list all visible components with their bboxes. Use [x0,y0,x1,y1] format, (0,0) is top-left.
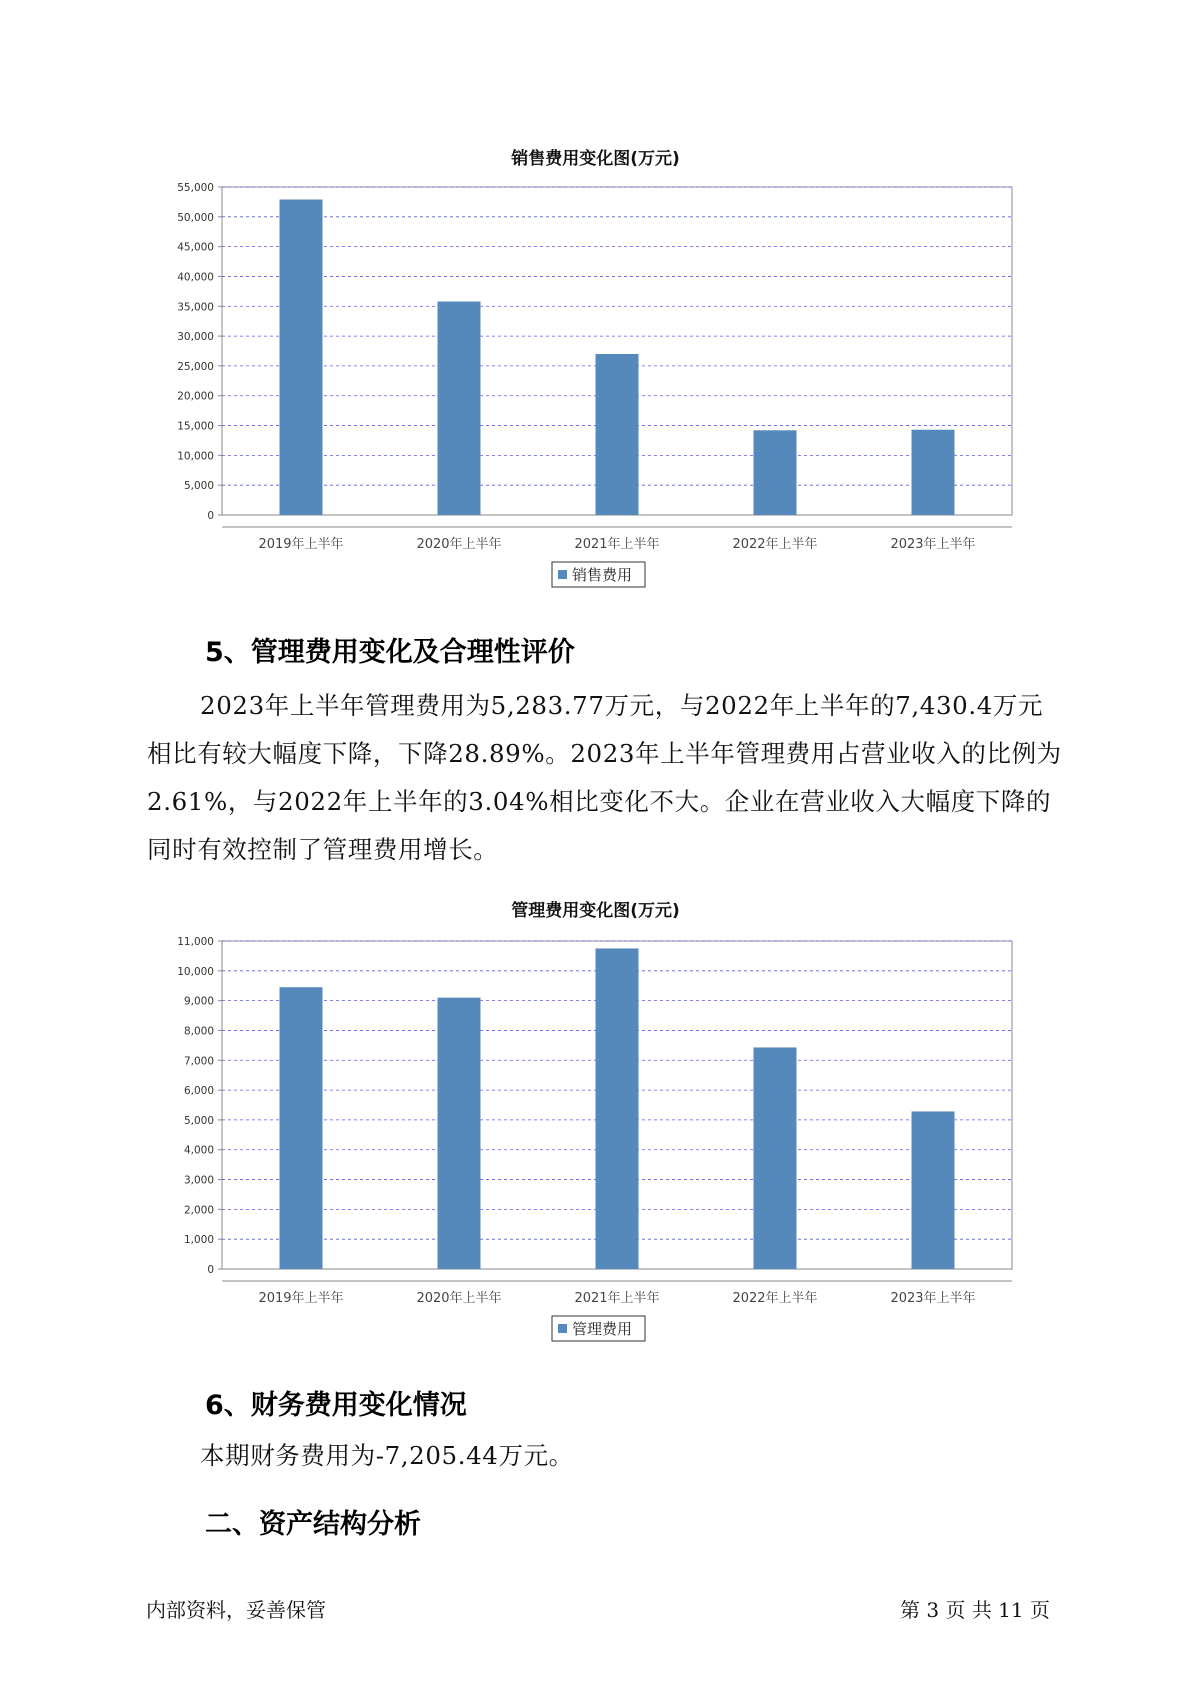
chart-title-sales: 销售费用变化图(万元) [511,149,680,169]
admin-expense-chart [0,924,1191,1344]
y-tick-label: 0 [207,1264,214,1276]
bar [280,987,323,1269]
x-tick-label: 2020年上半年 [416,537,502,552]
footer-left: 内部资料，妥善保管 [146,1598,326,1622]
y-tick-label: 55,000 [177,182,214,194]
bar [438,998,481,1269]
x-tick-label: 2021年上半年 [574,537,660,552]
y-tick-label: 30,000 [177,331,214,344]
y-tick-label: 1,000 [183,1234,214,1247]
bar [438,302,481,515]
section-6-heading: 6、财务费用变化情况 [205,1390,467,1421]
x-tick-label: 2023年上半年 [890,537,976,552]
bar [912,430,955,515]
y-tick-label: 10,000 [177,450,214,463]
y-tick-label: 20,000 [177,390,214,403]
y-tick-label: 6,000 [183,1085,214,1098]
bar [912,1111,955,1269]
y-tick-label: 40,000 [177,271,214,284]
x-tick-label: 2023年上半年 [890,1291,976,1306]
legend-label: 销售费用 [572,566,633,584]
x-tick-label: 2020年上半年 [416,1291,502,1306]
y-tick-label: 0 [207,510,214,522]
chart-title-admin: 管理费用变化图(万元) [511,901,680,921]
section-6-text: 本期财务费用为-7,205.44万元。 [200,1441,574,1470]
bar [754,1047,797,1269]
x-tick-label: 2019年上半年 [258,537,344,552]
y-tick-label: 50,000 [177,211,214,224]
y-tick-label: 11,000 [177,936,214,948]
y-tick-label: 9,000 [183,995,214,1008]
y-tick-label: 10,000 [177,965,214,978]
section-two-heading: 二、资产结构分析 [205,1509,421,1540]
y-tick-label: 45,000 [177,241,214,254]
bar [596,948,639,1269]
y-tick-label: 8,000 [183,1025,214,1038]
legend-swatch [558,570,567,579]
bar [754,430,797,515]
x-tick-label: 2022年上半年 [732,537,818,552]
legend-label: 管理费用 [572,1320,633,1338]
section-5-paragraph: 2023年上半年管理费用为5,283.77万元，与2022年上半年的7,430.4万元相比有较大幅度下降，下降28.89%。2023年上半年管理费用占营业收入的比例为2.61%，与2022年上半年的3.04%相比变化不大。企业在营业收入大幅度下降的同时有效控制了管理费用增长。 [147,691,1062,864]
y-tick-label: 5,000 [183,1114,214,1127]
y-tick-label: 25,000 [177,360,214,373]
y-tick-label: 15,000 [177,420,214,433]
footer-page-number: 第 3 页 共 11 页 [900,1598,1050,1622]
bar [280,200,323,515]
x-tick-label: 2022年上半年 [732,1291,818,1306]
y-tick-label: 7,000 [183,1055,214,1068]
legend-swatch [558,1324,567,1333]
y-tick-label: 2,000 [183,1204,214,1217]
y-tick-label: 5,000 [183,480,214,493]
y-tick-label: 35,000 [177,301,214,314]
section-5-heading: 5、管理费用变化及合理性评价 [205,637,575,668]
x-tick-label: 2019年上半年 [258,1291,344,1306]
bar [596,354,639,515]
y-tick-label: 4,000 [183,1144,214,1157]
y-tick-label: 3,000 [183,1174,214,1187]
sales-expense-chart [0,170,1191,590]
x-tick-label: 2021年上半年 [574,1291,660,1306]
